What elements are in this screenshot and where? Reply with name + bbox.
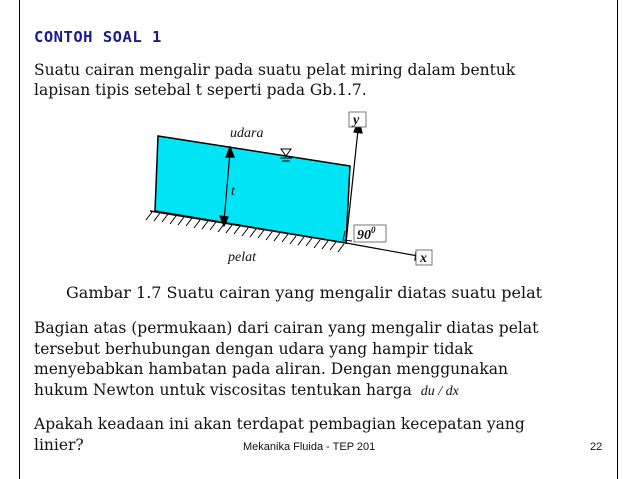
label-thickness: t <box>231 184 235 199</box>
slide-title: CONTOH SOAL 1 <box>34 28 162 46</box>
label-angle: $90^0$ <box>357 225 376 243</box>
body-line-3: menyebabkan hambatan pada aliran. Dengan menggunakan <box>34 360 508 379</box>
problem-text <box>34 318 614 403</box>
body-line-4: hukum Newton untuk viscositas tentukan harga du / dx <box>34 381 459 400</box>
question-line-1: Apakah keadaan ini akan terdapat pembagian kecepatan yang <box>34 415 525 433</box>
page-number: 22 <box>590 441 603 453</box>
label-y: y <box>353 113 360 128</box>
label-x: x <box>420 251 427 266</box>
question-line-2: linier? <box>34 435 84 454</box>
intro-line-1: Suatu cairan mengalir pada suatu pelat miring dalam bentuk <box>34 61 516 79</box>
fluid-layer <box>155 136 350 243</box>
label-pelat: pelat <box>228 250 256 265</box>
figure-caption: Gambar 1.7 Suatu cairan yang mengalir diatas suatu pelat <box>66 283 543 302</box>
intro-line-2: lapisan tipis setebal t seperti pada Gb.1.7. <box>34 81 367 99</box>
body-line-2: tersebut berhubungan dengan udara yang hampir tidak <box>34 339 474 358</box>
derivative-expression: du / dx <box>420 384 459 400</box>
label-udara: udara <box>230 126 264 141</box>
body-line-1: Bagian atas (permukaan) dari cairan yang mengalir diatas pelat <box>34 319 539 337</box>
footer-course: Mekanika Fluida - TEP 201 <box>243 441 376 453</box>
